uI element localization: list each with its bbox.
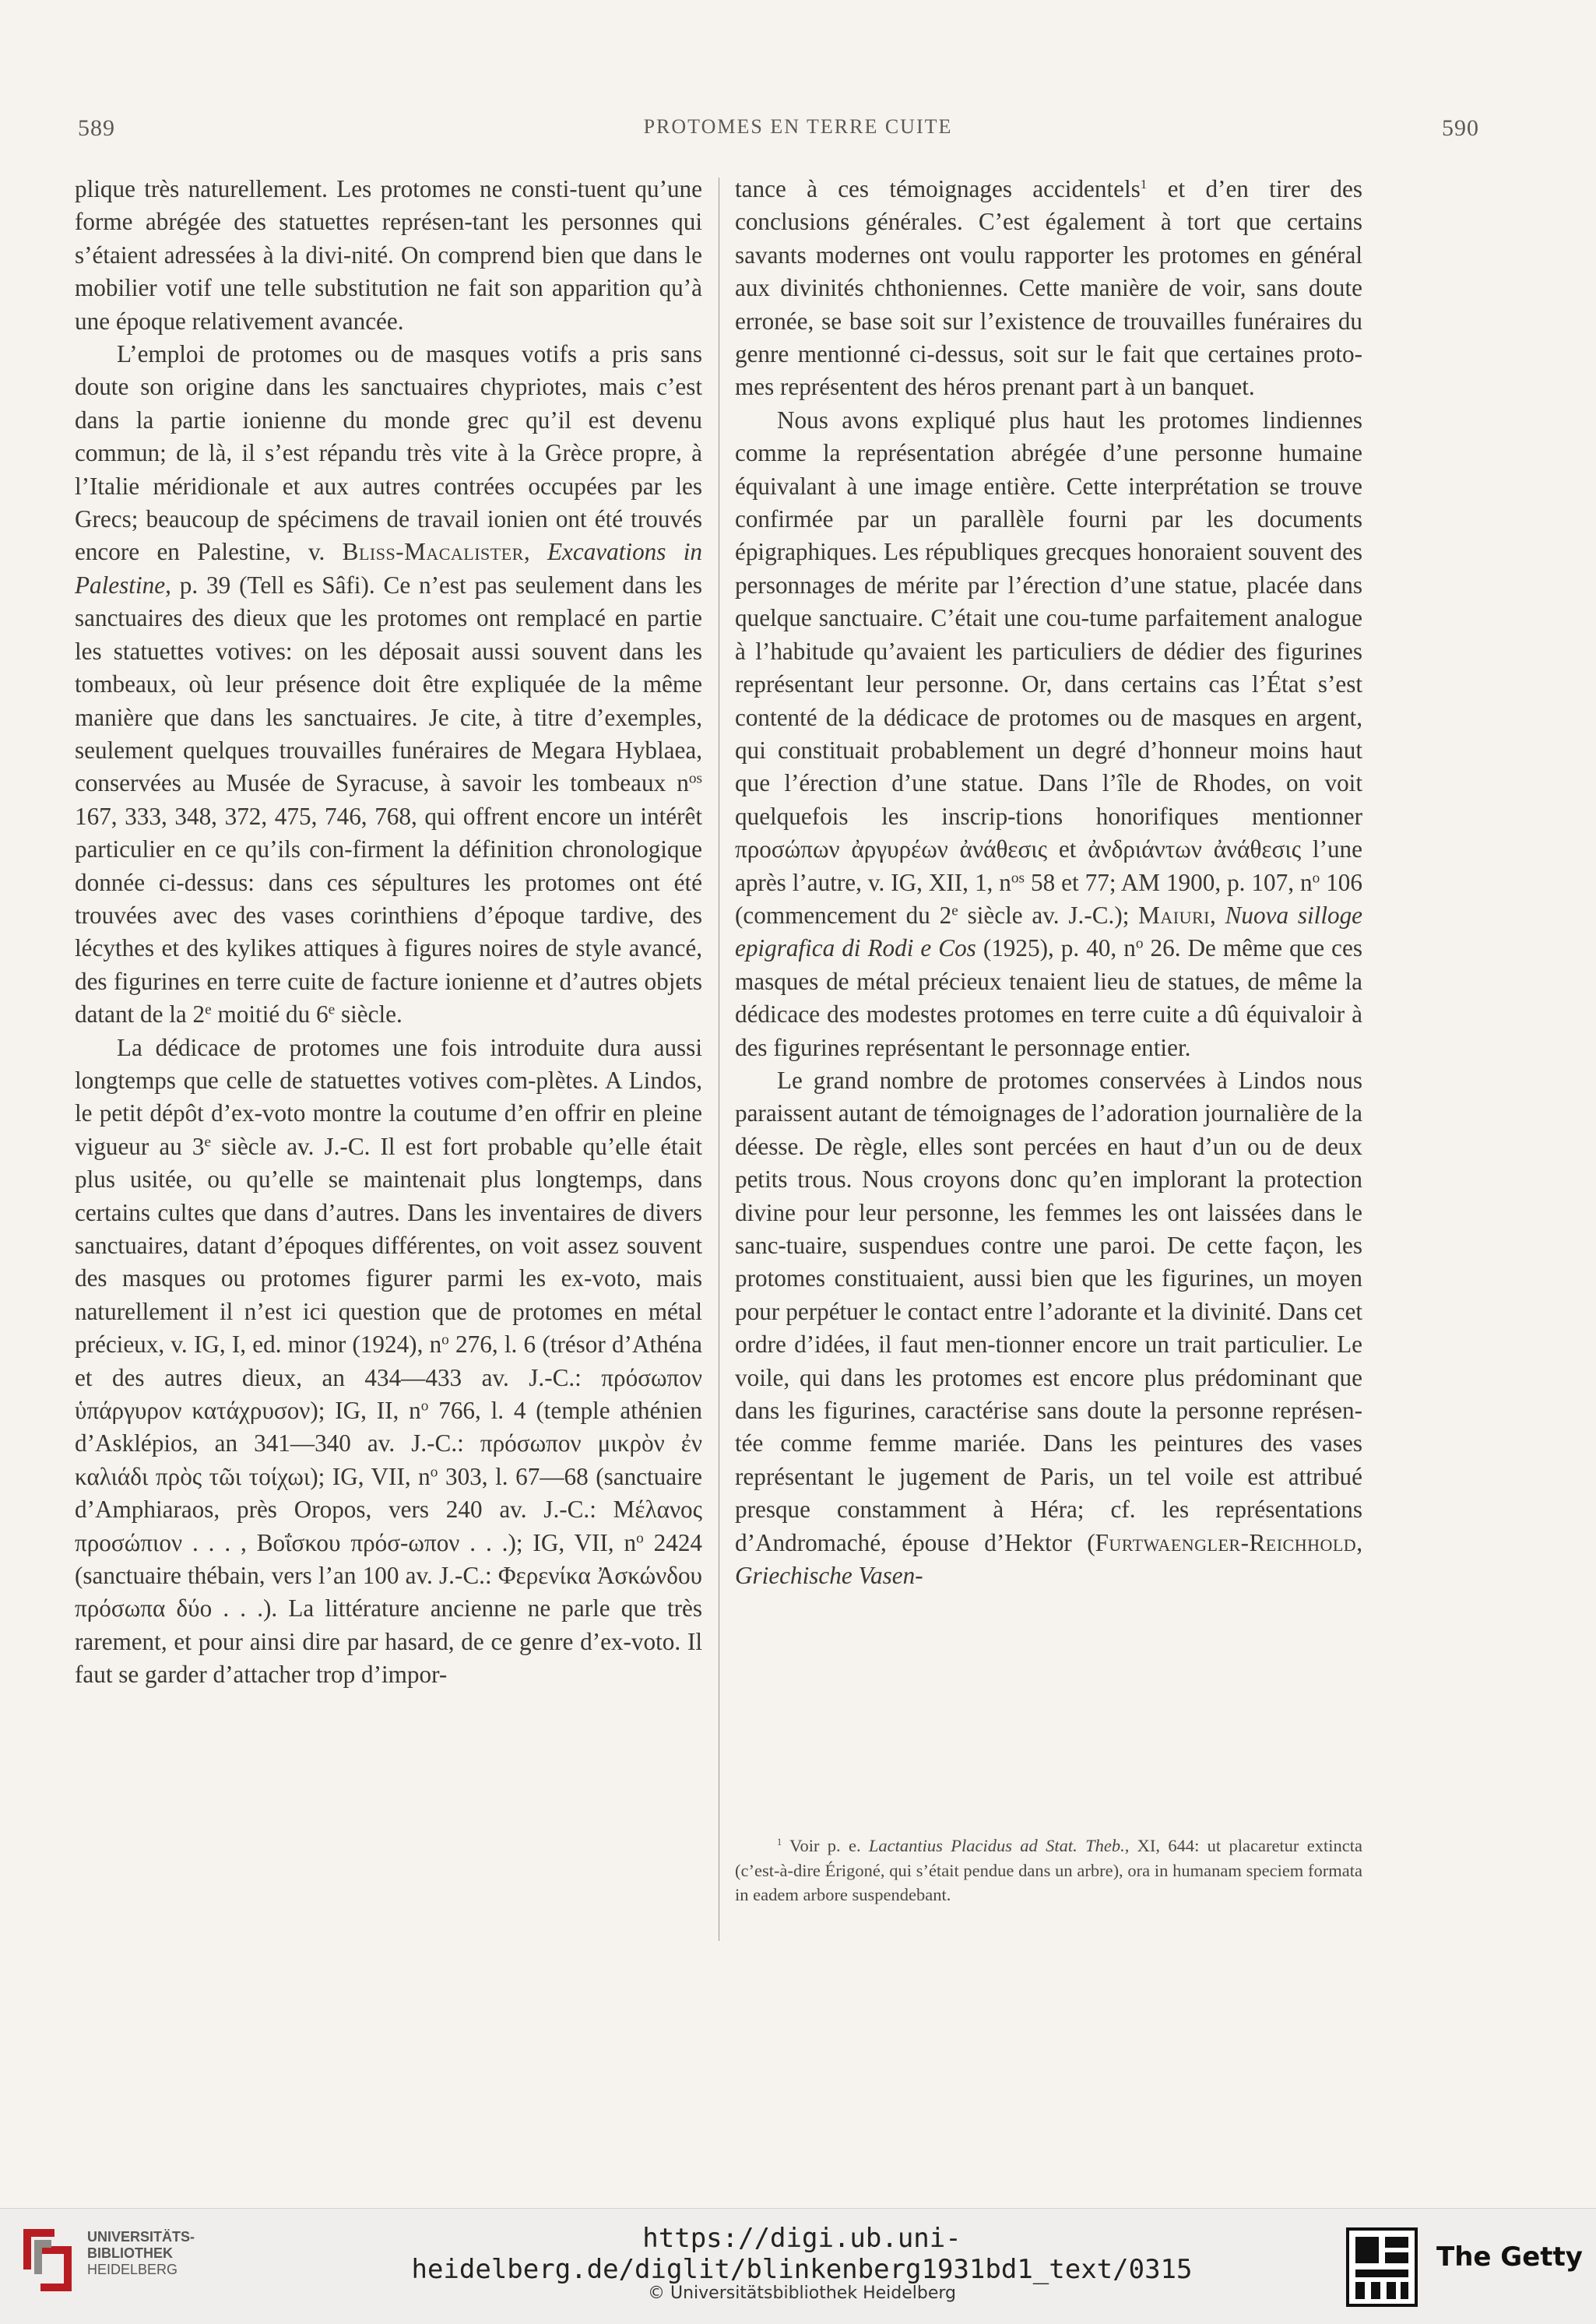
- paragraph: Nous avons expliqué plus haut les protomes lindiennes comme la représentation abrégée d’une personne humaine équivalant à une image entière. Cette interprétation se trouve confirmée par un parallèle fourni par les documents épigraphiques. Les républiques grecques honoraient souvent des personnages de mérite par l’érection d’une statue, placée dans quelque sanctuaire. C’était une cou-tume parfaitement analogue à l’habitude qu’avaient les particuliers de dédier des figurines représentant leur personne. Or, dans certains cas l’État s’est contenté de la dédicace de protomes ou de masques en argent, qui constituait probablement un degré d’honneur moins haut que l’érection d’une statue. Dans l’île de Rhodes, on voit quelquefois les inscrip-tions honorifiques mentionner προσώπων ἀργυρέων ἀνάθεσις et ἀνδριάντων ἀνάθεσις l’une après l’autre, v. IG, XII, 1, $n^{os}$ 58 et 77; AM 1900, p. 107, $n^o$ 106 (commencement du 2e siècle av. J.-C.); Maiuri, Nuova silloge epigrafica di Rodi e Cos (1925), p. 40, $n^o$ 26. De même que ces masques de métal précieux tenaient lieu de statues, de même la dédicace des modestes protomes en terre cuite a dû équivaloir à des figurines représentant le personnage entier.: [735, 406, 1363, 1061]
- author-name: Maiuri: [1138, 901, 1211, 929]
- copyright-notice: © Universitätsbibliothek Heidelberg: [647, 2284, 956, 2303]
- running-title: PROTOMES EN TERRE CUITE: [643, 115, 953, 138]
- footnote-number: 1: [777, 1836, 782, 1848]
- getty-logo-icon[interactable]: [1343, 2224, 1421, 2313]
- work-title: Griechische Vasen-: [735, 1562, 923, 1590]
- author-name: Furtwaengler-Reichhold: [1095, 1528, 1357, 1556]
- work-title: Nuova silloge epigrafica di Rodi e Cos: [735, 901, 1363, 962]
- left-column: [75, 173, 702, 1692]
- work-title: Excavations in Palestine: [75, 538, 702, 599]
- running-head: [70, 115, 1526, 146]
- paragraph: La dédicace de protomes une fois introduite dura aussi longtemps que celle de statuettes votives com-plètes. A Lindos, le petit dépôt d’ex-voto montre la coutume d’en offrir en pleine vigueur au 3e siècle av. J.-C. Il est fort probable qu’elle était plus usitée, ou qu’elle se maintenait plus longtemps, dans certains cultes que dans d’autres. Dans les inventaires de divers sanctuaires, datant d’époques différentes, on voit assez souvent des masques ou protomes figurer parmi les ex-voto, mais naturellement il n’est ici question que de protomes en métal précieux, v. IG, I, ed. minor (1924), $n^o$ 276, l. 6 (trésor d’Athéna et des autres dieux, an 434—433 av. J.-C.: πρόσωπον ὑπάργυρον κατάχρυσον); IG, II, $n^o$ 766, l. 4 (temple athénien d’Asklépios, an 341—340 av. J.-C.: πρόσωπον μικρὸν ἐν καλιάδι πρὸς τῶι τοίχωι); IG, VII, $n^o$ 303, l. 67—68 (sanctuaire d’Amphiaraos, près Oropos, vers 240 av. J.-C.: Μέλανος προσώπιον . . . , Βοΐσκου πρόσ-ωπον . . .); IG, VII, $n^o$ 2424 (sanctuaire thébain, vers l’an 100 av. J.-C.: Φερενίκα Ἀσκώνδου πρόσωπα δύο . . .). La littérature ancienne ne parle que très rarement, et pour ainsi dire par hasard, de ce genre d’ex-voto. Il faut se garder d’attacher trop d’impor-: [75, 1033, 703, 1689]
- paragraph: L’emploi de protomes ou de masques votifs a pris sans doute son origine dans les sanctuaires chypriotes, mais c’est dans la partie ionienne du monde grec qu’il est devenu commun; de là, il s’est répandu très vite à la Grèce propre, à l’Italie méridionale et aux autres contrées occupées par les Grecs; beaucoup de spécimens de travail ionien ont été trouvés encore en Palestine, v. Bliss-Macalister, Excavations in Palestine, p. 39 (Tell es Sâfi). Ce n’est pas seulement dans les sanctuaires des dieux que les protomes ont remplacé en partie les statuettes votives: on les déposait aussi souvent dans les tombeaux, où leur présence doit être expliquée de la même manière que dans les sanctuaires. Je cite, à titre d’exemples, seulement quelques trouvailles funéraires de Megara Hyblaea, conservées au Musée de Syracuse, à savoir les tombeaux $n^{os}$ 167, 333, 348, 372, 475, 746, 768, qui offrent encore un intérêt particulier en ce qu’ils con-firment la définition chronologique donnée ci-dessus: dans ces sépultures les protomes ont été trouvées avec des vases corinthiens d’époque tardive, des lécythes et des kylikes attiques à figures noires de style avancé, des figurines en terre cuite de facture ionienne et d’autres objets datant de la 2e moitié du 6e siècle.: [75, 340, 702, 1028]
- paragraph: plique très naturellement. Les protomes ne consti-tuent qu’une forme abrégée des statuettes représen-tant les personnes qui s’étaient adressées à la divi-nité. On comprend bien que dans le mobilier votif une telle substitution ne fait son apparition qu’à une époque relativement avancée.: [75, 175, 702, 335]
- permalink-url[interactable]: https://digi.ub.uni-heidelberg.de/diglit/blinkenberg1931bd1_text/0315: [411, 2223, 1193, 2285]
- university-library-logo-icon[interactable]: [17, 2224, 79, 2299]
- work-title: Lactantius Placidus ad Stat. Theb.: [868, 1836, 1125, 1855]
- author-name: Bliss-Macalister: [342, 538, 524, 566]
- partner-name: The Getty: [1436, 2241, 1583, 2273]
- paragraph: tance à ces témoignages accidentels$^1$ et d’en tirer des conclusions générales. C’est également à tort que certains savants modernes ont voulu rapporter les protomes en général aux divinités chthoniennes. Cette manière de voir, sans doute erronée, se base soit sur l’existence de trouvailles funéraires du genre mentionné ci-dessus, soit sur le fait que certaines proto-mes représentent des héros prenant part à un banquet.: [735, 175, 1362, 401]
- footnote-reference: 1: [1140, 176, 1148, 192]
- page-number-right: 590: [1442, 115, 1479, 141]
- page-number-left: 589: [78, 115, 115, 141]
- paragraph: Le grand nombre de protomes conservées à Lindos nous paraissent autant de témoignages de l’adoration journalière de la déesse. De règle, elles sont percées en haut d’un ou de deux petits trous. Nous croyons donc qu’en implorant la protection divine pour leur personne, les femmes les ont laissées dans le sanc-tuaire, suspendues contre une paroi. De cette façon, les protomes constituaient, aussi bien que les figurines, un moyen pour perpétuer le contact entre l’adorante et la divinité. Dans cet ordre d’idées, il faut men-tionner encore un trait particulier. Le voile, qui dans les protomes est encore plus prédominant que dans les figurines, caractérise sans doute la personne représen-tée comme femme mariée. Dans les peintures des vases représentant le jugement de Paris, un tel voile est attribué presque constamment à Héra; cf. les représentations d’Andromaché, épouse d’Hektor (Furtwaengler-Reichhold, Griechische Vasen-: [735, 1066, 1362, 1590]
- right-column: [735, 173, 1362, 1592]
- university-library-name: UNIVERSITÄTS- BIBLIOTHEK HEIDELBERG: [87, 2229, 195, 2277]
- footnote: $^1$ Voir p. e. Lactantius Placidus ad Stat. Theb., XI, 644: ut placaretur extincta (c’est-à-dire Érigoné, qui s’était pendue dans un arbre), ora in humanam speciem formata in eadem arbore suspendebant.: [735, 1836, 1362, 1904]
- viewer-footer: [0, 2208, 1596, 2324]
